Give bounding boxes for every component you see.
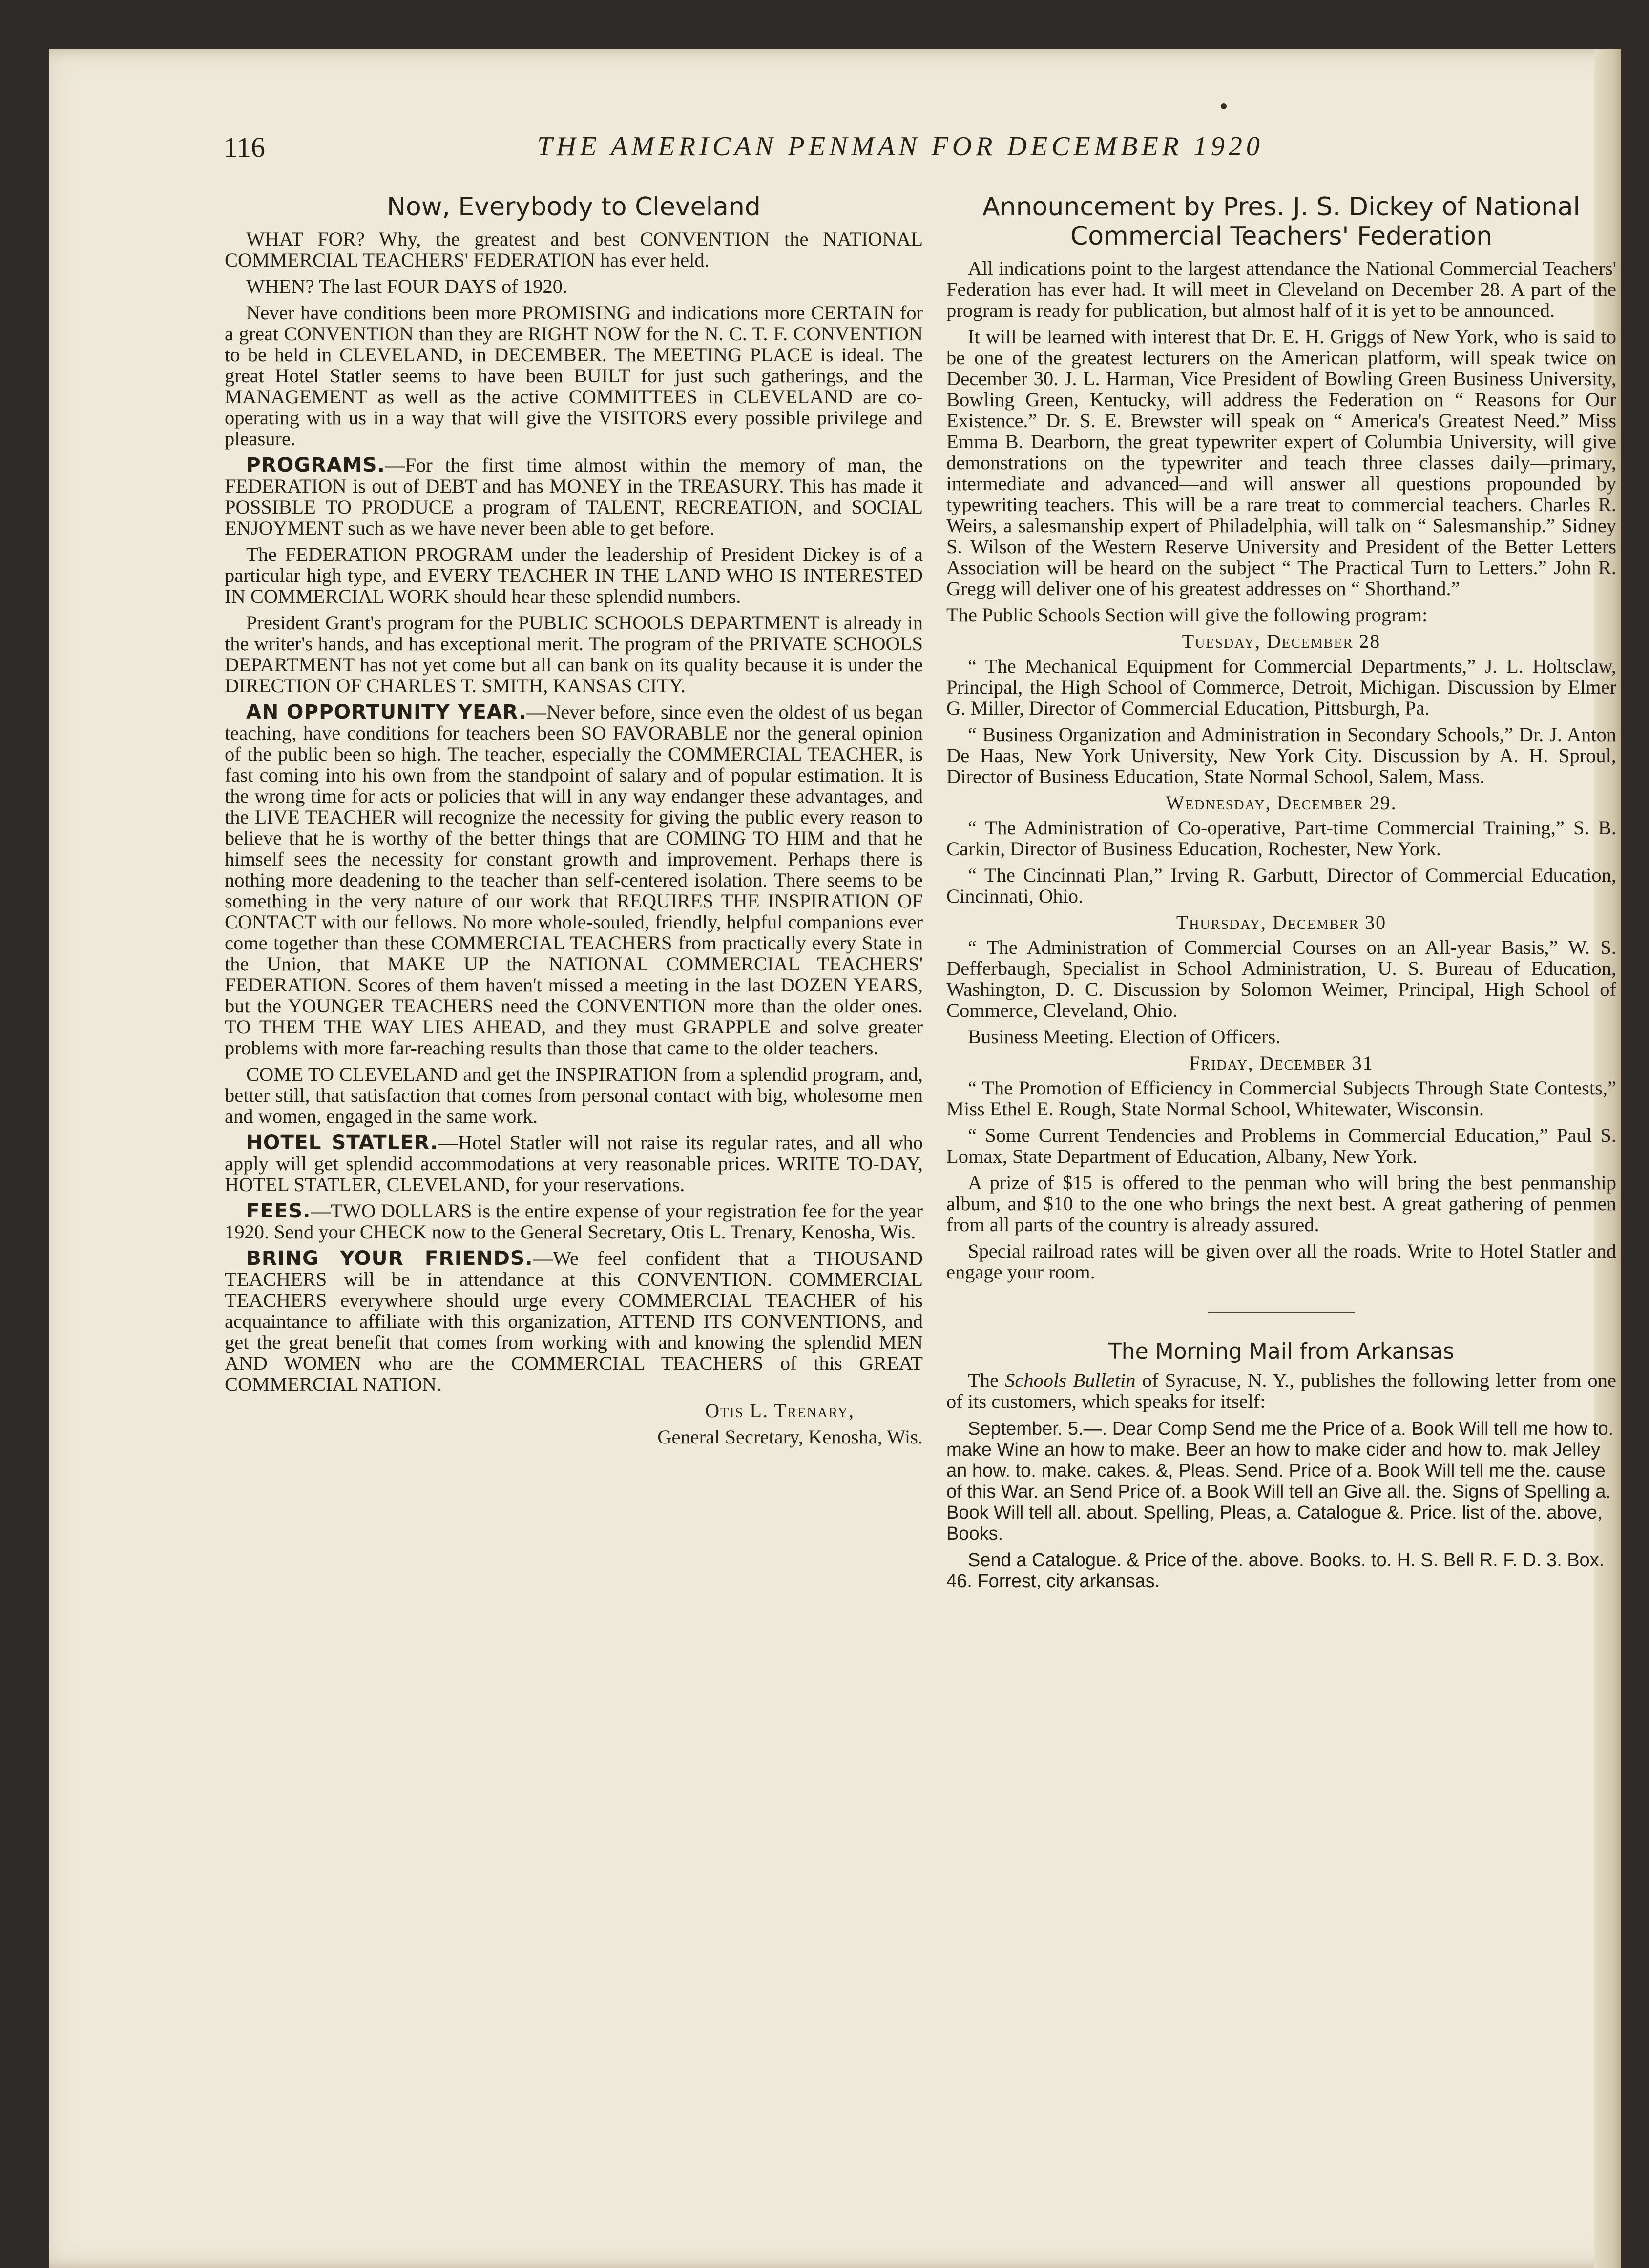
day-heading: Thursday, December 30 [1176, 911, 1387, 933]
paragraph [225, 1132, 923, 1195]
program-item: Business Meeting. Election of Officers. [968, 1026, 1281, 1048]
paragraph: The Public Schools Section will give the following program: [946, 604, 1428, 626]
signature-name: Otis L. Trenary, [705, 1400, 855, 1422]
paragraph [225, 1200, 923, 1242]
section-text: —TWO DOLLARS is the entire expense of your registration fee for the year 1920. Send your CHECK now to the General Secretary, Otis L. Trenary, Kenosha, Wis. [225, 1200, 923, 1243]
letter-text: Send a Catalogue. & Price of the. above. Books. to. H. S. Bell R. F. D. 3. Box. 46. Forrest, city arkansas. [946, 1550, 1605, 1591]
quoted-letter [946, 1419, 1616, 1592]
left-column [225, 190, 923, 1453]
letter-text: September. 5.—. Dear Comp Send me the Price of a. Book Will tell me how to. make Wine an how to make. Beer an how to make cider and how to. mak Jelley an how. to. make. cakes. &, Pleas. Send. Price of a. Book Will tell me the. cause of this War. an Send Price of. a Book Will tell an Give all. the. Signs of Spelling a. Book Will tell all. about. Spelling, Pleas, a. Catalogue &. Price. list of the. above, Books. [946, 1419, 1614, 1544]
section-lead: PROGRAMS. [246, 453, 385, 476]
section-text: —Never before, since even the oldest of us began teaching, have conditions for teachers been SO FAVORABLE nor the general opinion of the public been so high. The teacher, especially the COMMERCIAL TEACHER, is fast coming into his own from the standpoint of salary and of popular estimation. It is the wrong time for acts or policies that will in any way endanger these advantages, and the LIVE TEACHER will recognize the necessity for giving the public every reason to believe that he is worthy of the better things that are COMING TO HIM and that he himself sees the necessity for constant growth and improvement. Perhaps there is nothing more deadening to the teacher than self-centered isolation. There seems to be something in the very nature of our work that REQUIRES THE INSPIRATION OF CONTACT with our fellows. No more whole-souled, friendly, helpful companions ever come together than these COMMERCIAL TEACHERS from practically every State in the Union, that MAKE UP the NATIONAL COMMERCIAL TEACHERS' FEDERATION. Scores of them haven't missed a meeting in the last DOZEN YEARS, but the YOUNGER TEACHERS need the CONVENTION more than the older ones. TO THEM THE WAY LIES AHEAD, and they must GRAPPLE and solve greater problems with more far-reaching results than those that came to the older teachers. [225, 701, 923, 1059]
right-column [946, 190, 1616, 1597]
intro-text: The [968, 1369, 1005, 1391]
program-item: “ Some Current Tendencies and Problems in Commercial Education,” Paul S. Lomax, State Department of Education, Albany, New York. [946, 1124, 1616, 1167]
section-divider [1208, 1312, 1355, 1313]
paragraph: It will be learned with interest that Dr. E. H. Griggs of New York, who is said to be one of the greatest lecturers on the American platform, will speak twice on December 30. J. L. Harman, Vice President of Bowling Green Business University, Bowling Green, Kentucky, will address the Federation on “ Reasons for Our Existence.” Dr. S. E. Brewster will speak on “ America's Greatest Need.” Miss Emma B. Dearborn, the great typewriter expert of Columbia University, will give demonstrations on the typewriter and teach three classes daily—primary, intermediate and advanced—and will answer all questions propounded by typewriting teachers. This will be a rare treat to commercial teachers. Charles R. Weirs, a salesmanship expert of Philadelphia, will talk on “ Salesmanship.” Sidney S. Wilson of the Western Reserve University and President of the Better Letters Association will be heard on the subject “ The Practical Turn to Letters.” John R. Gregg will deliver one of his greatest addresses on “ Shorthand.” [946, 326, 1616, 599]
program-item: “ The Administration of Commercial Courses on an All-year Basis,” W. S. Defferbaugh, Specialist in School Administration, U. S. Bureau of Education, Washington, D. C. Discussion by Solomon Weimer, Principal, High School of Commerce, Cleveland, Ohio. [946, 936, 1616, 1021]
paragraph: WHEN? The last FOUR DAYS of 1920. [246, 275, 568, 297]
intro-text: of Syracuse, N. Y., publishes the following letter from one of its customers, which speaks for itself: [946, 1369, 1617, 1412]
page-number: 116 [224, 131, 265, 163]
ink-spot [1221, 103, 1227, 109]
paragraph: All indications point to the largest attendance the National Commercial Teachers' Federation has ever had. It will meet in Cleveland on December 28. A part of the program is ready for publication, but almost half of it is yet to be announced. [946, 257, 1616, 321]
paragraph: A prize of $15 is offered to the penman who will bring the best penmanship album, and $10 to the one who brings the next best. A great gathering of penmen from all parts of the country is already assured. [946, 1172, 1616, 1236]
paragraph [225, 701, 923, 1058]
day-heading: Tuesday, December 28 [1182, 630, 1381, 652]
section-lead: FEES. [246, 1199, 311, 1222]
day-heading: Wednesday, December 29. [1166, 792, 1397, 814]
section-text: —We feel confident that a THOUSAND TEACHERS will be in attendance at this CONVENTION. COMMERCIAL TEACHERS everywhere should urge every COMMERCIAL TEACHER of his acquaintance to affiliate with this organization, ATTEND ITS CONVENTIONS, and get the great benefit that comes from working with and knowing the splendid MEN AND WOMEN who are the COMMERCIAL TEACHERS of this GREAT COMMERCIAL NATION. [225, 1247, 923, 1395]
article-title: Announcement by Pres. J. S. Dickey of National Commercial Teachers' Federation [982, 192, 1580, 251]
paragraph: WHAT FOR? Why, the greatest and best CONVENTION the NATIONAL COMMERCIAL TEACHERS' FEDERATION has ever held. [225, 228, 923, 271]
signature-title: General Secretary, Kenosha, Wis. [657, 1426, 923, 1448]
journal-page [49, 49, 1621, 2268]
running-head [49, 131, 1621, 165]
paragraph: COME TO CLEVELAND and get the INSPIRATION from a splendid program, and, better still, that satisfaction that comes from personal contact with big, wholesome men and women, engaged in the same work. [225, 1063, 923, 1127]
program-item: “ Business Organization and Administration in Secondary Schools,” Dr. J. Anton De Haas, New York University, New York City. Discussion by A. H. Sproul, Director of Business Education, State Normal School, Salem, Mass. [946, 723, 1616, 787]
program-item: “ The Cincinnati Plan,” Irving R. Garbutt, Director of Commercial Education, Cincinnati, Ohio. [946, 864, 1616, 907]
section-text: —For the first time almost within the memory of man, the FEDERATION is out of DEBT and has MONEY in the TREASURY. This has made it POSSIBLE TO PRODUCE a program of TALENT, RECREATION, and SOCIAL ENJOYMENT such as we have never been able to get before. [225, 454, 923, 539]
program-item: “ The Mechanical Equipment for Commercial Departments,” J. L. Holtsclaw, Principal, the High School of Commerce, Detroit, Michigan. Discussion by Elmer G. Miller, Director of Commercial Education, Pittsburgh, Pa. [946, 655, 1616, 719]
paragraph [225, 1248, 923, 1395]
paragraph: Special railroad rates will be given over all the roads. Write to Hotel Statler and engage your room. [946, 1240, 1616, 1283]
publication-name: Schools Bulletin [1005, 1369, 1136, 1391]
paragraph: Never have conditions been more PROMISING and indications more CERTAIN for a great CONVENTION than they are RIGHT NOW for the N. C. T. F. CONVENTION to be held in CLEVELAND, in DECEMBER. The MEETING PLACE is ideal. The great Hotel Statler seems to have been BUILT for just such gatherings, and the MANAGEMENT as well as the active COMMITTEES in CLEVELAND are co-operating with us in a way that will give the VISITORS every possible privilege and pleasure. [225, 302, 923, 450]
program-item: “ The Administration of Co-operative, Part-time Commercial Training,” S. B. Carkin, Director of Business Education, Rochester, New York. [946, 817, 1616, 860]
article-title: The Morning Mail from Arkansas [1108, 1339, 1455, 1364]
journal-title: THE AMERICAN PENMAN FOR DECEMBER 1920 [537, 131, 1264, 162]
section-lead: AN OPPORTUNITY YEAR. [246, 700, 527, 723]
paragraph [225, 454, 923, 538]
program-item: “ The Promotion of Efficiency in Commercial Subjects Through State Contests,” Miss Ethel E. Rough, State Normal School, Whitewater, Wisconsin. [946, 1077, 1616, 1120]
paragraph: President Grant's program for the PUBLIC SCHOOLS DEPARTMENT is already in the writer's hands, and has exceptional merit. The program of the PRIVATE SCHOOLS DEPARTMENT has not yet come but all can bank on its quality because it is under the DIRECTION OF CHARLES T. SMITH, KANSAS CITY. [225, 612, 923, 697]
article-title: Now, Everybody to Cleveland [387, 192, 761, 222]
section-text: —Hotel Statler will not raise its regular rates, and all who apply will get splendid accommodations at very reasonable prices. WRITE TO-DAY, HOTEL STATLER, CLEVELAND, for your reservations. [225, 1132, 923, 1196]
paragraph: The FEDERATION PROGRAM under the leadership of President Dickey is of a particular high type, and EVERY TEACHER IN THE LAND WHO IS INTERESTED IN COMMERCIAL WORK should hear these splendid numbers. [225, 543, 923, 607]
day-heading: Friday, December 31 [1189, 1052, 1374, 1074]
paragraph [946, 1370, 1616, 1412]
section-lead: HOTEL STATLER. [246, 1131, 438, 1154]
section-lead: BRING YOUR FRIENDS. [246, 1246, 533, 1270]
